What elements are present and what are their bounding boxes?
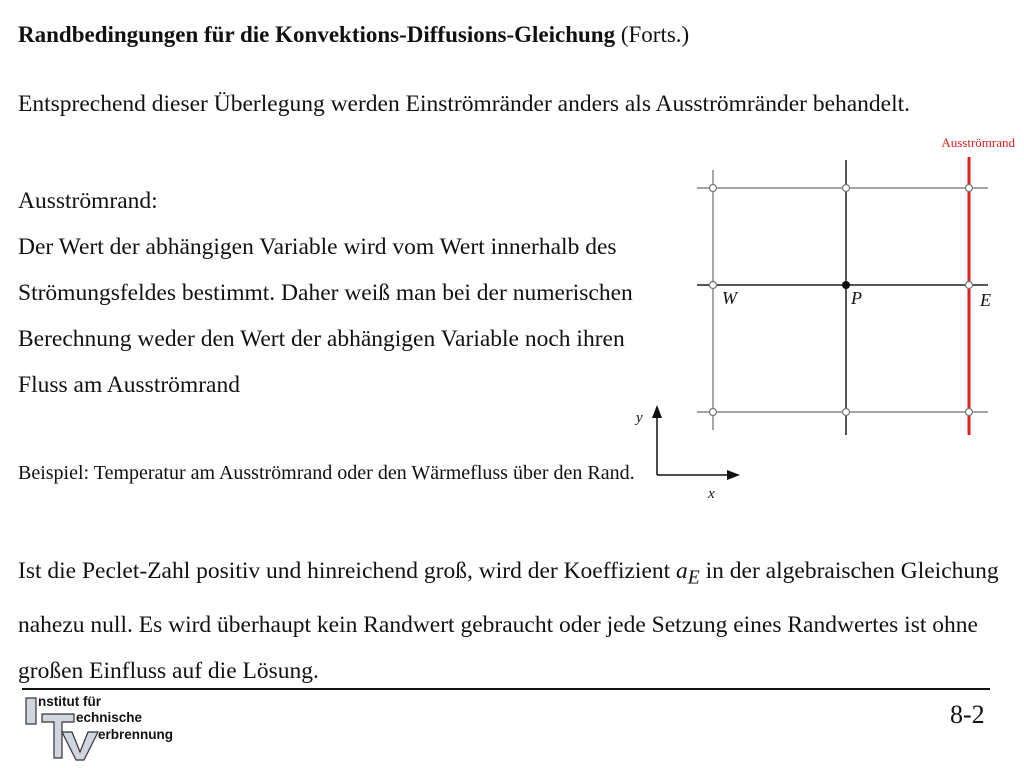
peclet-text-before: Ist die Peclet-Zahl positiv und hinreichend groß, wird der Koeffizient [18,558,671,584]
node-label-p: P [851,288,862,308]
footer-divider [22,688,990,690]
logo-line-2: echnische [76,710,143,725]
slide-title [18,22,689,48]
page-number: 8-2 [950,700,985,729]
x-axis-arrowhead [727,470,740,480]
institute-logo [22,692,212,762]
outflow-boundary-label: Ausströmrand [941,135,1015,150]
coefficient-symbol: $a_E$ [676,558,700,589]
node-label-w: W [722,288,737,308]
peclet-text-after: in der algebraischen Gleichung nahezu null. Es wird überhaupt kein Randwert gebraucht oder jede Setzung eines Randwertes ist ohne großen Einfluss auf die Lösung. [18,558,999,684]
node-label-e: E [980,290,991,310]
peclet-paragraph [18,548,1008,694]
axis-label-y: y [636,410,643,426]
slide-title-main: Randbedingungen für die Konvektions-Diffusions-Gleichung [18,22,616,47]
slide-title-suffix: (Forts.) [620,22,690,47]
intro-paragraph: Entsprechend dieser Überlegung werden Einströmränder anders als Ausströmränder behandelt. [18,91,911,117]
y-axis-arrowhead [652,405,662,418]
logo-line-3: erbrennung [98,727,174,742]
outflow-text: Der Wert der abhängigen Variable wird vom Wert innerhalb des Strömungsfeldes bestimmt. Daher weiß man bei der numerischen Berechnung weder den Wert der abhängigen Variable noch ihren Fluss am Ausströmrand [18,234,633,398]
logo-line-1: nstitut für [38,694,101,709]
outflow-heading: Ausströmrand: [18,188,158,214]
axis-label-x: x [708,486,715,502]
node-p-point [842,281,850,289]
example-text: Beispiel: Temperatur am Ausströmrand oder den Wärmefluss über den Rand. [18,462,635,484]
grid-diagram [600,125,1020,515]
outflow-section [18,178,658,408]
